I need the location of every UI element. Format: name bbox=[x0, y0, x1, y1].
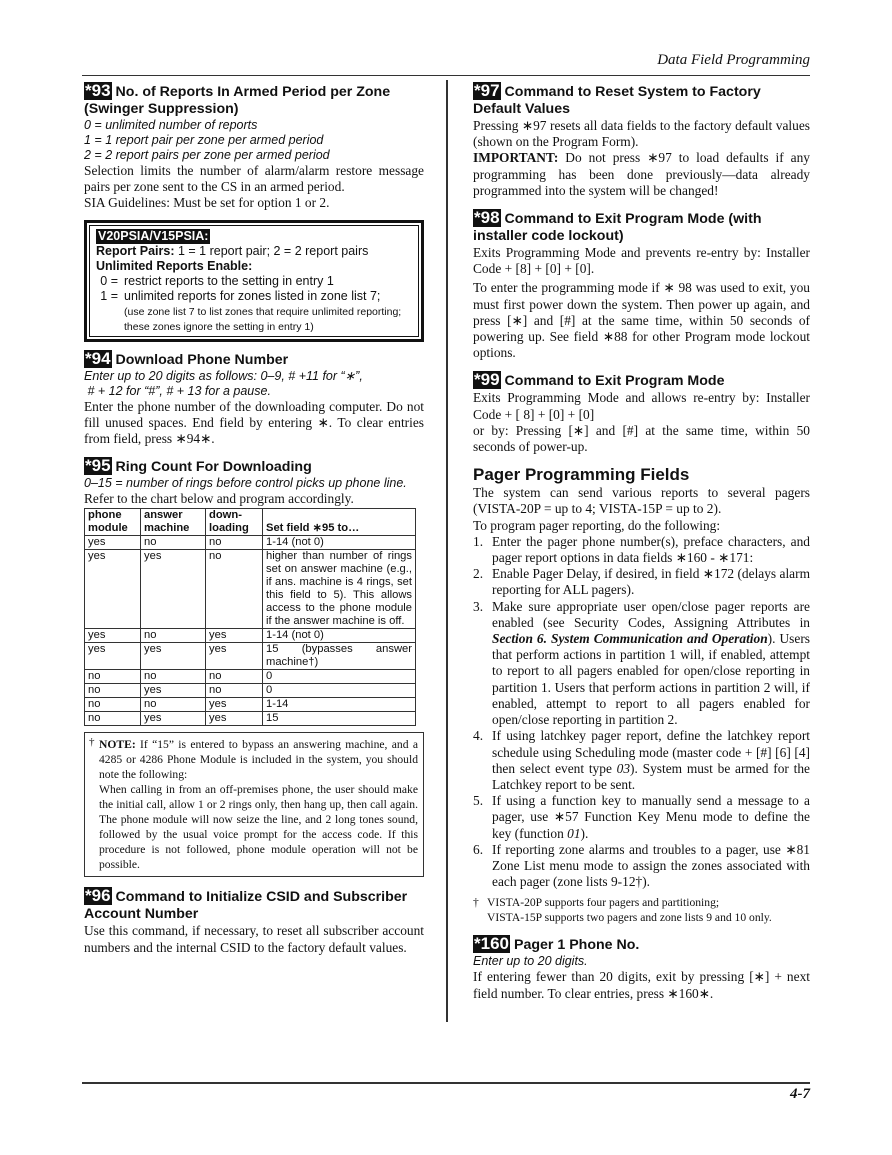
section-98-title bbox=[473, 209, 810, 245]
table-row: no yes no 0 bbox=[85, 684, 416, 698]
note-text: When calling in from an off-premises phone, the user should make the initial call, allow 1 or 2 rings only, then hang up, then call again. The phone module will now seize the line, and 2 long tones sound, followed by the usual voice prompt for the access code. If this procedure is not followed, phone module operation will not be possible. bbox=[99, 783, 418, 872]
body-text: Pressing ∗97 resets all data fields to the factory default values (shown on the Program Form). bbox=[473, 118, 810, 150]
list-item: 3. Make sure appropriate user open/close pager reports are enabled (see Security Codes, Assigning Attributes in Section 6. System Communication and Operation). Users that perform actions in partition 1 will, if enabled, attempt to report to all pagers enabled for open/close reporting in partition 1. Users that perform actions in partition 2 will, if enabled, attempt to report to all pagers enabled for open/close reporting in partition 2. bbox=[473, 598, 810, 728]
body-text: Exits Programming Mode and allows re-entry by: Installer Code + [ 8] + [0] + [0] bbox=[473, 390, 810, 422]
column-header: Set field ∗95 to… bbox=[263, 509, 416, 536]
section-title-text: No. of Reports In Armed Period per Zone (Swinger Suppression) bbox=[84, 84, 391, 117]
dagger-mark: † bbox=[89, 736, 95, 749]
body-text: Selection limits the number of alarm/alarm restore message pairs per zone sent to the CS in an armed period. bbox=[84, 163, 424, 195]
section-93-title bbox=[84, 82, 424, 118]
body-text: Exits Programming Mode and prevents re-entry by: Installer Code + [8] + [0] + [0]. bbox=[473, 245, 810, 277]
list-item: 6. If reporting zone alarms and troubles to a pager, use ∗81 Zone List menu mode to assign the zones associated with each pager (zone lists 9-12†). bbox=[473, 841, 810, 890]
page-header bbox=[82, 52, 810, 76]
body-text: To program pager reporting, do the following: bbox=[473, 517, 721, 533]
psia-title: V20PSIA/V15PSIA: bbox=[98, 228, 209, 243]
body-text: Refer to the chart below and program accordingly. bbox=[84, 491, 354, 507]
table-row: no no yes 1-14 bbox=[85, 698, 416, 712]
section-99-title bbox=[473, 371, 810, 390]
column-divider bbox=[446, 80, 448, 1022]
note-text: NOTE: If “15” is entered to bypass an answering machine, and a 4285 or 4286 Phone Module is included in the system, you should note the following: bbox=[99, 738, 418, 782]
psia-pairs: Report Pairs: 1 = 1 report pair; 2 = 2 report pairs bbox=[96, 243, 369, 258]
section-160-title bbox=[473, 935, 810, 954]
field-tag: *160 bbox=[474, 934, 509, 954]
page-footer-rule bbox=[82, 1082, 810, 1084]
page-number: 4-7 bbox=[790, 1086, 810, 1102]
header-title: Data Field Programming bbox=[657, 52, 810, 68]
column-header: down-loading bbox=[206, 509, 263, 536]
entry-instruction: Enter up to 20 digits. bbox=[473, 954, 588, 969]
body-text: To enter the programming mode if ∗ 98 was used to exit, you must first power down the system. Then power up again, and press [∗] and [#] at the same time, within 50 seconds of powering up. See field ∗88 for other Program mode lockout options. bbox=[473, 280, 810, 361]
important-text: IMPORTANT: Do not press ∗97 to load defaults if any programming has been done previously—data already programmed into the system will be changed! bbox=[473, 150, 810, 198]
psia-option-0: 0 = restrict reports to the setting in entry 1 bbox=[100, 273, 334, 288]
section-96-title bbox=[84, 887, 424, 923]
body-text: or by: Pressing [∗] and [#] at the same time, within 50 seconds of power-up. bbox=[473, 422, 810, 455]
column-header: answer machine bbox=[141, 509, 206, 536]
psia-option-1: 1 = unlimited reports for zones listed in zone list 7; (use zone list 7 to list zones that require unlimited reporting; these zones ignore the setting in entry 1) bbox=[100, 288, 402, 333]
section-title-text: Pager 1 Phone No. bbox=[513, 937, 640, 954]
section-title-text: Command to Exit Program Mode (with installer code lockout) bbox=[473, 211, 762, 245]
note-box bbox=[84, 732, 424, 877]
body-text: SIA Guidelines: Must be set for option 1 or 2. bbox=[84, 195, 330, 211]
field-tag: *95 bbox=[85, 456, 111, 476]
section-95-title bbox=[84, 457, 424, 476]
field-tag: *98 bbox=[474, 208, 500, 228]
option-line: 1 = 1 report pair per zone per armed period bbox=[84, 133, 324, 147]
section-title-text: Command to Initialize CSID and Subscriber Account Number bbox=[84, 889, 408, 923]
column-header: phone module bbox=[85, 509, 141, 536]
section-title-text: Download Phone Number bbox=[115, 351, 289, 368]
entry-instruction: # + 12 for “#”, # + 13 for a pause. bbox=[84, 383, 271, 398]
psia-unlimited-label: Unlimited Reports Enable: bbox=[96, 258, 253, 273]
body-text: The system can send various reports to several pagers (VISTA-20P = up to 4; VISTA-15P = up to 2). bbox=[473, 485, 810, 517]
table-row: no no no 0 bbox=[85, 670, 416, 684]
table-row: yes yes yes 15 (bypasses answer machine†) bbox=[85, 643, 416, 670]
footnote: † VISTA-20P supports four pagers and partitioning; VISTA-15P supports two pagers and zone lists 9 and 10 only. bbox=[473, 896, 772, 924]
dagger-mark: † bbox=[473, 896, 479, 910]
entry-instruction: Enter up to 20 digits as follows: 0–9, # +11 for “∗”, bbox=[84, 368, 363, 383]
option-line: 0 = unlimited number of reports bbox=[84, 118, 258, 132]
left-column bbox=[84, 82, 424, 956]
field-tag: *97 bbox=[474, 81, 500, 100]
table-row: no yes yes 15 bbox=[85, 712, 416, 726]
table-row: yes no yes 1-14 (not 0) bbox=[85, 629, 416, 643]
body-text: Use this command, if necessary, to reset all subscriber account numbers and the internal CSID to the factory default values. bbox=[84, 923, 424, 955]
ring-count-table bbox=[84, 508, 416, 726]
table-row: yes no no 1-14 (not 0) bbox=[85, 536, 416, 550]
list-item: 4. If using latchkey pager report, define the latchkey report schedule using Scheduling mode (master code + [#] [6] [4] then select event type 03). System must be armed for the Latchkey report to be sent. bbox=[473, 728, 810, 792]
field-tag: *93 bbox=[85, 81, 111, 100]
pager-steps bbox=[473, 534, 810, 890]
section-title-text: Command to Reset System to Factory Default Values bbox=[473, 84, 761, 117]
right-column bbox=[473, 82, 810, 1002]
list-item: 1. Enter the pager phone number(s), preface characters, and pager report options in data fields ∗160 - ∗171: bbox=[473, 533, 810, 566]
section-title-text: Command to Exit Program Mode bbox=[504, 373, 725, 390]
field-tag: *99 bbox=[474, 370, 500, 390]
section-title-text: Ring Count For Downloading bbox=[115, 459, 312, 476]
field-tag: *96 bbox=[85, 886, 111, 906]
pager-section-title: Pager Programming Fields bbox=[473, 465, 690, 485]
body-text: Enter the phone number of the downloading computer. Do not fill unused spaces. End field by entering ∗. To clear entries from field, press ∗94∗. bbox=[84, 398, 424, 447]
body-text: If entering fewer than 20 digits, exit by pressing [∗] + next field number. To clear entries, press ∗160∗. bbox=[473, 969, 810, 1001]
list-item: 5. If using a function key to manually send a message to a pager, use ∗57 Function Key Menu mode to define the key (function 01). bbox=[473, 793, 810, 841]
table-header-row bbox=[85, 509, 416, 536]
table-row: yes yes no higher than number of rings set on answer machine (e.g., if ans. machine is 4 rings, set this field to 5). This allows access to the phone module if the answer machine is off. bbox=[85, 550, 416, 629]
list-item: 2. Enable Pager Delay, if desired, in field ∗172 (delays alarm reporting for ALL pagers). bbox=[473, 566, 810, 598]
option-line: 2 = 2 report pairs per zone per armed period bbox=[84, 148, 330, 162]
section-97-title bbox=[473, 82, 810, 118]
entry-instruction: 0–15 = number of rings before control picks up phone line. bbox=[84, 476, 407, 491]
psia-box bbox=[84, 220, 424, 342]
section-94-title bbox=[84, 350, 424, 369]
field-tag: *94 bbox=[85, 348, 111, 368]
